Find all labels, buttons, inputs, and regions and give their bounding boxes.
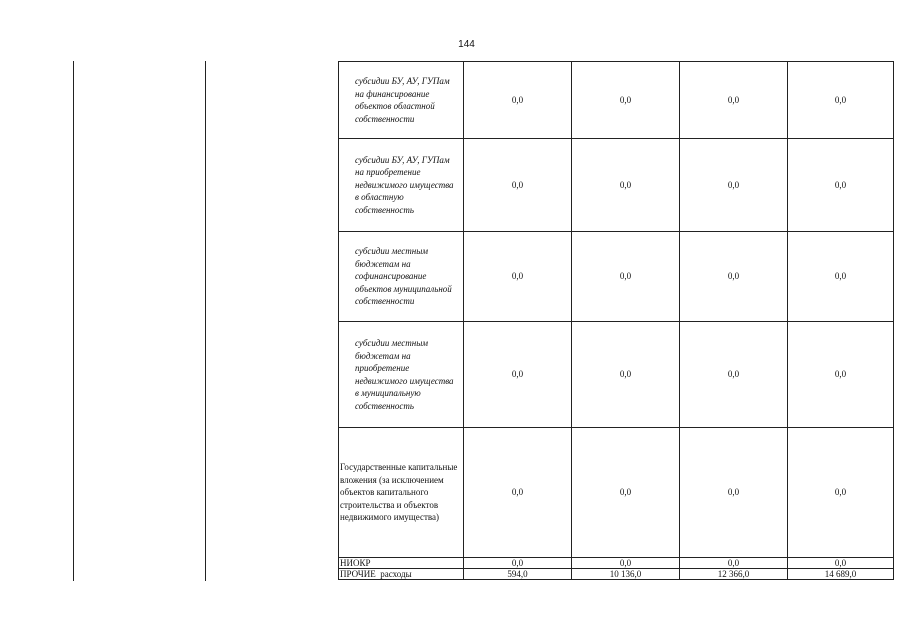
row-label: субсидии БУ, АУ, ГУПам на финансирование объектов областной собственности <box>339 62 464 139</box>
value-cell: 0,0 <box>464 428 572 558</box>
value-cell: 0,0 <box>572 139 680 232</box>
value-cell: 0,0 <box>572 322 680 428</box>
value-cell: 0,0 <box>788 139 894 232</box>
table-row <box>339 139 894 232</box>
table-row <box>339 569 894 580</box>
row-label: субсидии местным бюджетам на софинансирование объектов муниципальной собственности <box>339 232 464 322</box>
row-label: НИОКР <box>339 558 464 569</box>
value-cell: 0,0 <box>788 62 894 139</box>
value-cell: 0,0 <box>572 232 680 322</box>
page-number: 144 <box>458 39 475 50</box>
value-cell: 0,0 <box>680 232 788 322</box>
left-column-border <box>73 61 74 581</box>
table-row <box>339 322 894 428</box>
value-cell: 0,0 <box>464 322 572 428</box>
value-cell: 0,0 <box>788 232 894 322</box>
value-cell: 0,0 <box>788 322 894 428</box>
table-row <box>339 428 894 558</box>
value-cell: 0,0 <box>464 232 572 322</box>
value-cell: 0,0 <box>788 428 894 558</box>
table-row <box>339 558 894 569</box>
value-cell: 0,0 <box>464 139 572 232</box>
row-label: субсидии БУ, АУ, ГУПам на приобретение недвижимого имущества в областную собственность <box>339 139 464 232</box>
value-cell: 0,0 <box>572 428 680 558</box>
value-cell: 594,0 <box>464 569 572 580</box>
value-cell: 0,0 <box>680 428 788 558</box>
row-label: субсидии местным бюджетам на приобретение недвижимого имущества в муниципальную собственность <box>339 322 464 428</box>
value-cell: 0,0 <box>680 62 788 139</box>
value-cell: 0,0 <box>464 62 572 139</box>
table-row <box>339 62 894 139</box>
value-cell: 12 366,0 <box>680 569 788 580</box>
value-cell: 0,0 <box>680 558 788 569</box>
value-cell: 0,0 <box>788 558 894 569</box>
budget-table <box>338 61 894 580</box>
table-row <box>339 232 894 322</box>
middle-column-border <box>205 61 206 581</box>
value-cell: 10 136,0 <box>572 569 680 580</box>
value-cell: 0,0 <box>464 558 572 569</box>
value-cell: 0,0 <box>680 322 788 428</box>
row-label: Государственные капитальные вложения (за исключением объектов капитального строительства и объектов недвижимого имущества) <box>339 428 464 558</box>
value-cell: 14 689,0 <box>788 569 894 580</box>
value-cell: 0,0 <box>680 139 788 232</box>
value-cell: 0,0 <box>572 62 680 139</box>
row-label: ПРОЧИЕ расходы <box>339 569 464 580</box>
value-cell: 0,0 <box>572 558 680 569</box>
